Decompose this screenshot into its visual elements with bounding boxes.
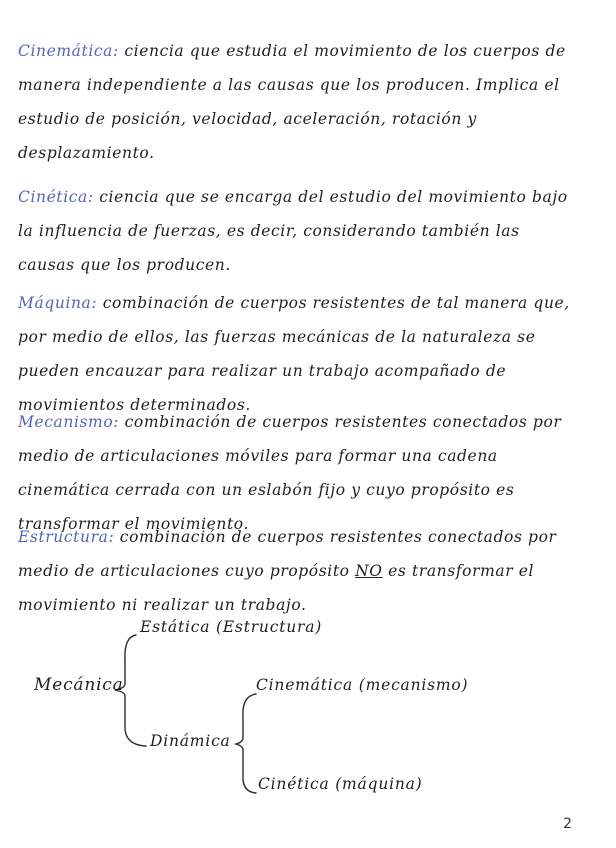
definition-mecanismo: Mecanismo: combinación de cuerpos resistentes conectados por medio de articulaciones móviles para formar una cadena cinemática cerrada con un eslabón fijo y cuyo propósito es transformar el movimiento.	[18, 413, 562, 533]
page-number: 2	[563, 816, 572, 832]
definition-text: combinación de cuerpos resistentes conectados por medio de articulaciones móviles para formar una cadena cinemática cerrada con un eslabón fijo y cuyo propósito es transformar el movimiento.	[18, 413, 562, 533]
tree-leaf-cinetica: Cinética (máquina)	[258, 775, 423, 793]
definition-cinematica: Cinemática: ciencia que estudia el movimiento de los cuerpos de manera independiente a las causas que los producen. Implica el estudio de posición, velocidad, aceleración, rotación y desplazamiento.	[18, 42, 566, 162]
definition-text: ciencia que estudia el movimiento de los cuerpos de manera independiente a las causas que los producen. Implica el estudio de posición, velocidad, aceleración, rotación y desplazamiento.	[18, 42, 566, 162]
tree-root-mecanica: Mecánica	[34, 675, 124, 695]
term-mecanismo: Mecanismo	[18, 413, 114, 431]
definition-estructura: Estructura: combinación de cuerpos resistentes conectados por medio de articulaciones cuyo propósito NO es transformar el movimiento ni realizar un trabajo.	[18, 528, 557, 614]
tree-leaf-cinematica: Cinemática (mecanismo)	[256, 676, 469, 694]
term-maquina: Máquina	[18, 294, 92, 312]
term-estructura: Estructura	[18, 528, 109, 546]
definition-text: combinación de cuerpos resistentes de tal manera que, por medio de ellos, las fuerzas mecánicas de la naturaleza se pueden encauzar para realizar un trabajo acompañado de movimientos determinados.	[18, 294, 570, 414]
brace-dinamica	[236, 694, 256, 793]
term-cinematica: Cinemática	[18, 42, 114, 60]
tree-node-estatica: Estática (Estructura)	[140, 618, 323, 636]
definition-cinetica: Cinética: ciencia que se encarga del estudio del movimiento bajo la influencia de fuerzas, es decir, considerando también las causas que los producen.	[18, 188, 568, 274]
term-cinetica: Cinética	[18, 188, 88, 206]
definition-maquina: Máquina: combinación de cuerpos resistentes de tal manera que, por medio de ellos, las fuerzas mecánicas de la naturaleza se pueden encauzar para realizar un trabajo acompañado de movimientos determinados.	[18, 294, 570, 414]
emphasis-no: NO	[355, 562, 383, 580]
tree-node-dinamica: Dinámica	[150, 732, 231, 750]
definition-text: combinación de cuerpos resistentes conectados por medio de articulaciones cuyo propósito NO es transformar el movimiento ni realizar un trabajo.	[18, 528, 557, 614]
definition-text: ciencia que se encarga del estudio del movimiento bajo la influencia de fuerzas, es decir, considerando también las causas que los producen.	[18, 188, 568, 274]
